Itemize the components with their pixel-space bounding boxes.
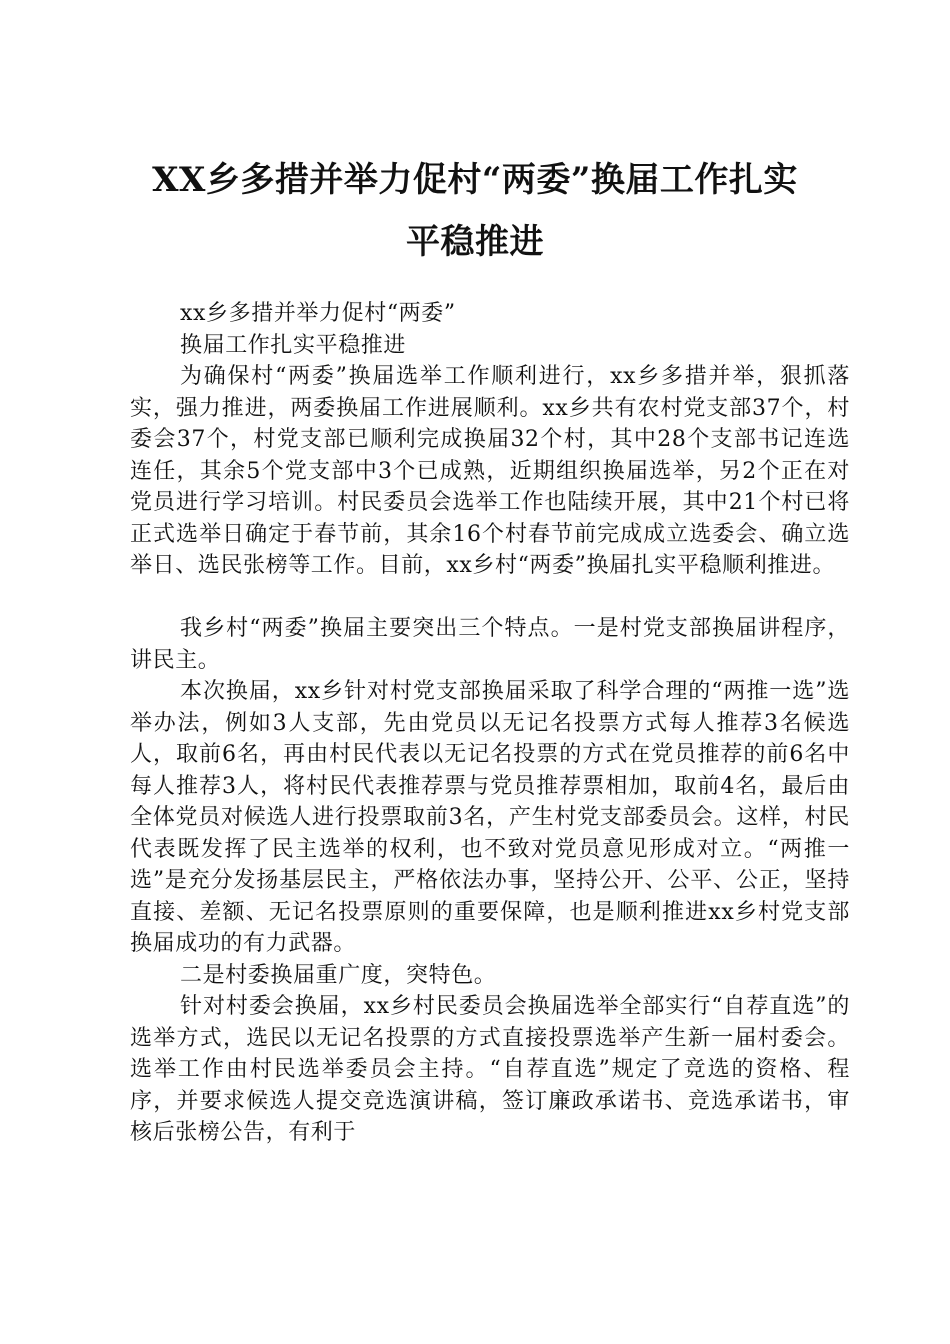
paragraph-party-branch: 本次换届，xx乡针对村党支部换届采取了科学合理的“两推一选”选举办法，例如3人支部，先由党员以无记名投票方式每人推荐3名候选人，取前6名，再由村民代表以无记名投票的方式在党员推荐的前6名中每人推荐3人，将村民代表推荐票与党员推荐票相加，取前4名，最后由全体党员对候选人进行投票取前3名，产生村党支部委员会。这样，村民代表既发挥了民主选举的权利，也不致对党员意见形成对立。“两推一选”是充分发扬基层民主，严格依法办事，坚持公开、公平、公正，坚持直接、差额、无记名投票原则的重要保障，也是顺利推进xx乡村党支部换届成功的有力武器。 bbox=[130, 679, 850, 956]
paragraph-point-two: 二是村委换届重广度，突特色。 bbox=[180, 962, 497, 988]
paragraph-village-committee: 针对村委会换届，xx乡村民委员会换届选举全部实行“自荐直选”的选举方式，选民以无记名投票的方式直接投票选举产生新一届村委会。选举工作由村民选举委员会主持。“自荐直选”规定了竞选的资格、程序，并要求候选人提交竞选演讲稿，签订廉政承诺书、竞选承诺书，审核后张榜公告，有利于 bbox=[130, 994, 850, 1145]
paragraph-intro: 为确保村“两委”换届选举工作顺利进行，xx乡多措并举，狠抓落实，强力推进，两委换届工作进展顺利。xx乡共有农村党支部37个，村委会37个，村党支部已顺利完成换届32个村，其中28个支部书记连选连任，其余5个党支部中3个已成熟，近期组织换届选举，另2个正在对党员进行学习培训。村民委员会选举工作也陆续开展，其中21个村已将正式选举日确定于春节前，其余16个村春节前完成成立选委会、确立选举日、选民张榜等工作。目前，xx乡村“两委”换届扎实平稳顺利推进。 bbox=[130, 364, 850, 578]
document-title-line-1: XX乡多措并举力促村“两委”换届工作扎实 bbox=[152, 160, 798, 200]
paragraph-features: 我乡村“两委”换届主要突出三个特点。一是村党支部换届讲程序，讲民主。 bbox=[130, 616, 850, 673]
document-title-line-2: 平稳推进 bbox=[406, 222, 544, 262]
document-body bbox=[130, 298, 850, 1149]
subtitle-line-2: 换届工作扎实平稳推进 bbox=[180, 332, 407, 358]
subtitle-line-1: xx乡多措并举力促村“两委” bbox=[180, 301, 456, 326]
